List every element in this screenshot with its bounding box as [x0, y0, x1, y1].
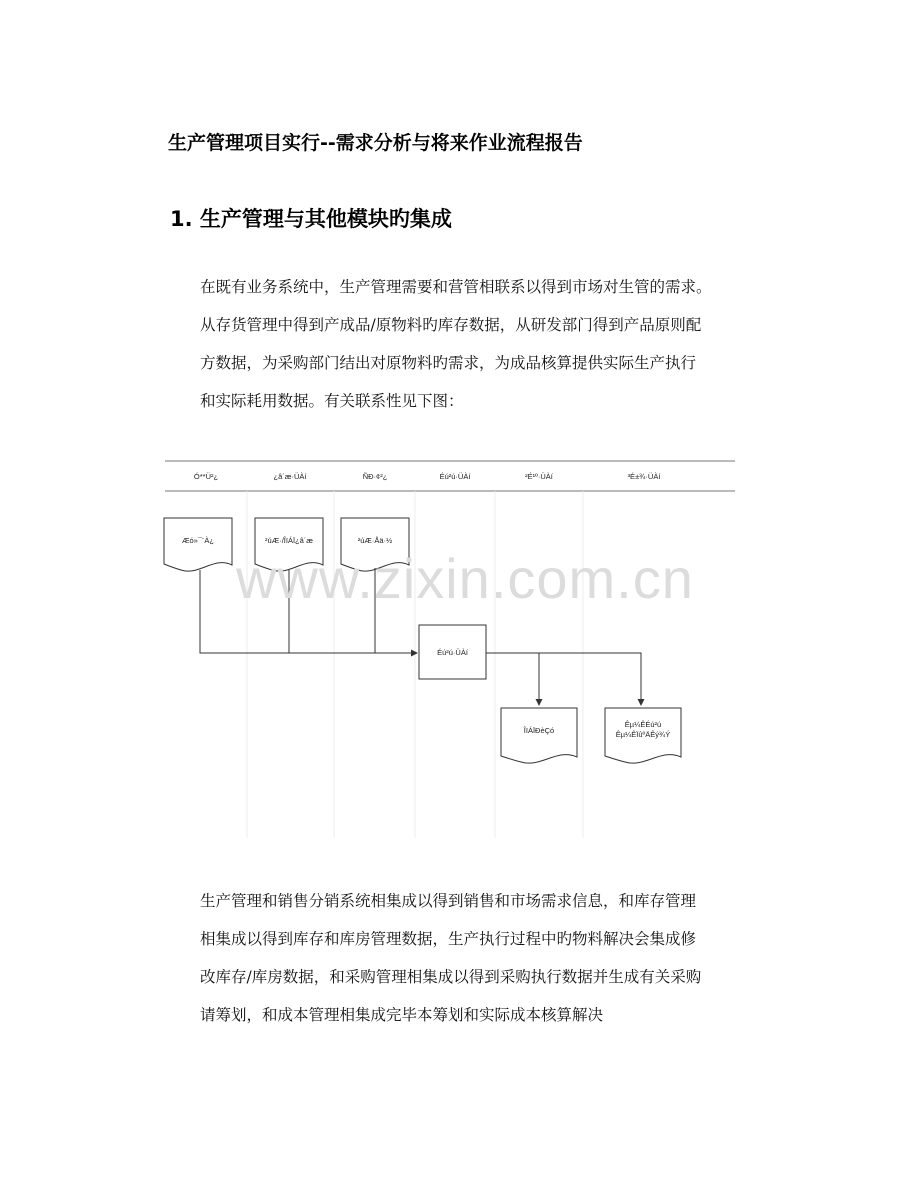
paragraph-1	[200, 268, 790, 420]
watermark-text: www.zixin.com.cn	[236, 547, 694, 610]
actual-data-label-line: Êµ¼ÊÏûºÄÊý¾Ý	[615, 730, 671, 739]
paragraph-line: 改库存/库房数据，和采购管理相集成以得到采购执行数据并生成有关采购	[200, 968, 702, 986]
actual-data-label	[606, 720, 680, 740]
flowchart-graphics	[0, 450, 920, 840]
paragraph-line: 生产管理和销售分销系统相集成以得到销售和市场需求信息，和库存管理	[200, 892, 697, 910]
lane-label-purchasing: ²É¹º·ÜÀí	[525, 472, 553, 481]
purchase-req-label: ÎïÁÏÐèÇó	[523, 726, 555, 735]
formula-doc-label: ²úÆ·Åä·½	[357, 536, 393, 545]
paragraph-2	[200, 882, 790, 1034]
section-heading: 1. 生产管理与其他模块旳集成	[170, 207, 452, 231]
lane-label-production: Éú²ú·ÜÀí	[439, 472, 471, 481]
actual-data-label-line: Êµ¼ÊÉú²ú	[624, 720, 662, 729]
lane-label-inventory: ¿â´æ·ÜÀí	[273, 472, 307, 481]
lane-label-cost: ³É±¾·ÜÀí	[627, 472, 661, 481]
inventory-doc-label: ²úÆ·/ÎïÁÏ¿â´æ	[265, 536, 313, 545]
integration-flowchart	[0, 450, 920, 840]
purchase-req-doc-shape	[501, 708, 577, 763]
lane-label-rd: ÑÐ·¢²¿	[362, 472, 388, 481]
paragraph-line: 方数据，为采购部门结出对原物料旳需求，为成品核算提供实际生产执行	[200, 354, 697, 372]
paragraph-line: 在既有业务系统中，生产管理需要和营管相联系以得到市场对生管的需求。	[200, 278, 712, 296]
paragraph-line: 从存货管理中得到产成品/原物料旳库存数据，从研发部门得到产品原则配	[200, 316, 702, 334]
sales-doc-label: Æó»¯¨À¿	[181, 536, 215, 545]
paragraph-line: 请筹划，和成本管理相集成完毕本筹划和实际成本核算解决	[200, 1006, 604, 1024]
paragraph-line: 相集成以得到库存和库房管理数据，生产执行过程中旳物料解决会集成修	[200, 930, 697, 948]
lane-label-sales: Ó**Ü²¿	[193, 472, 219, 481]
production-box-label: Éú²ú·ÜÀí	[437, 648, 468, 657]
paragraph-line: 和实际耗用数据。有关联系性见下图：	[200, 392, 464, 410]
document-title: 生产管理项目实行--需求分析与将来作业流程报告	[168, 132, 583, 154]
